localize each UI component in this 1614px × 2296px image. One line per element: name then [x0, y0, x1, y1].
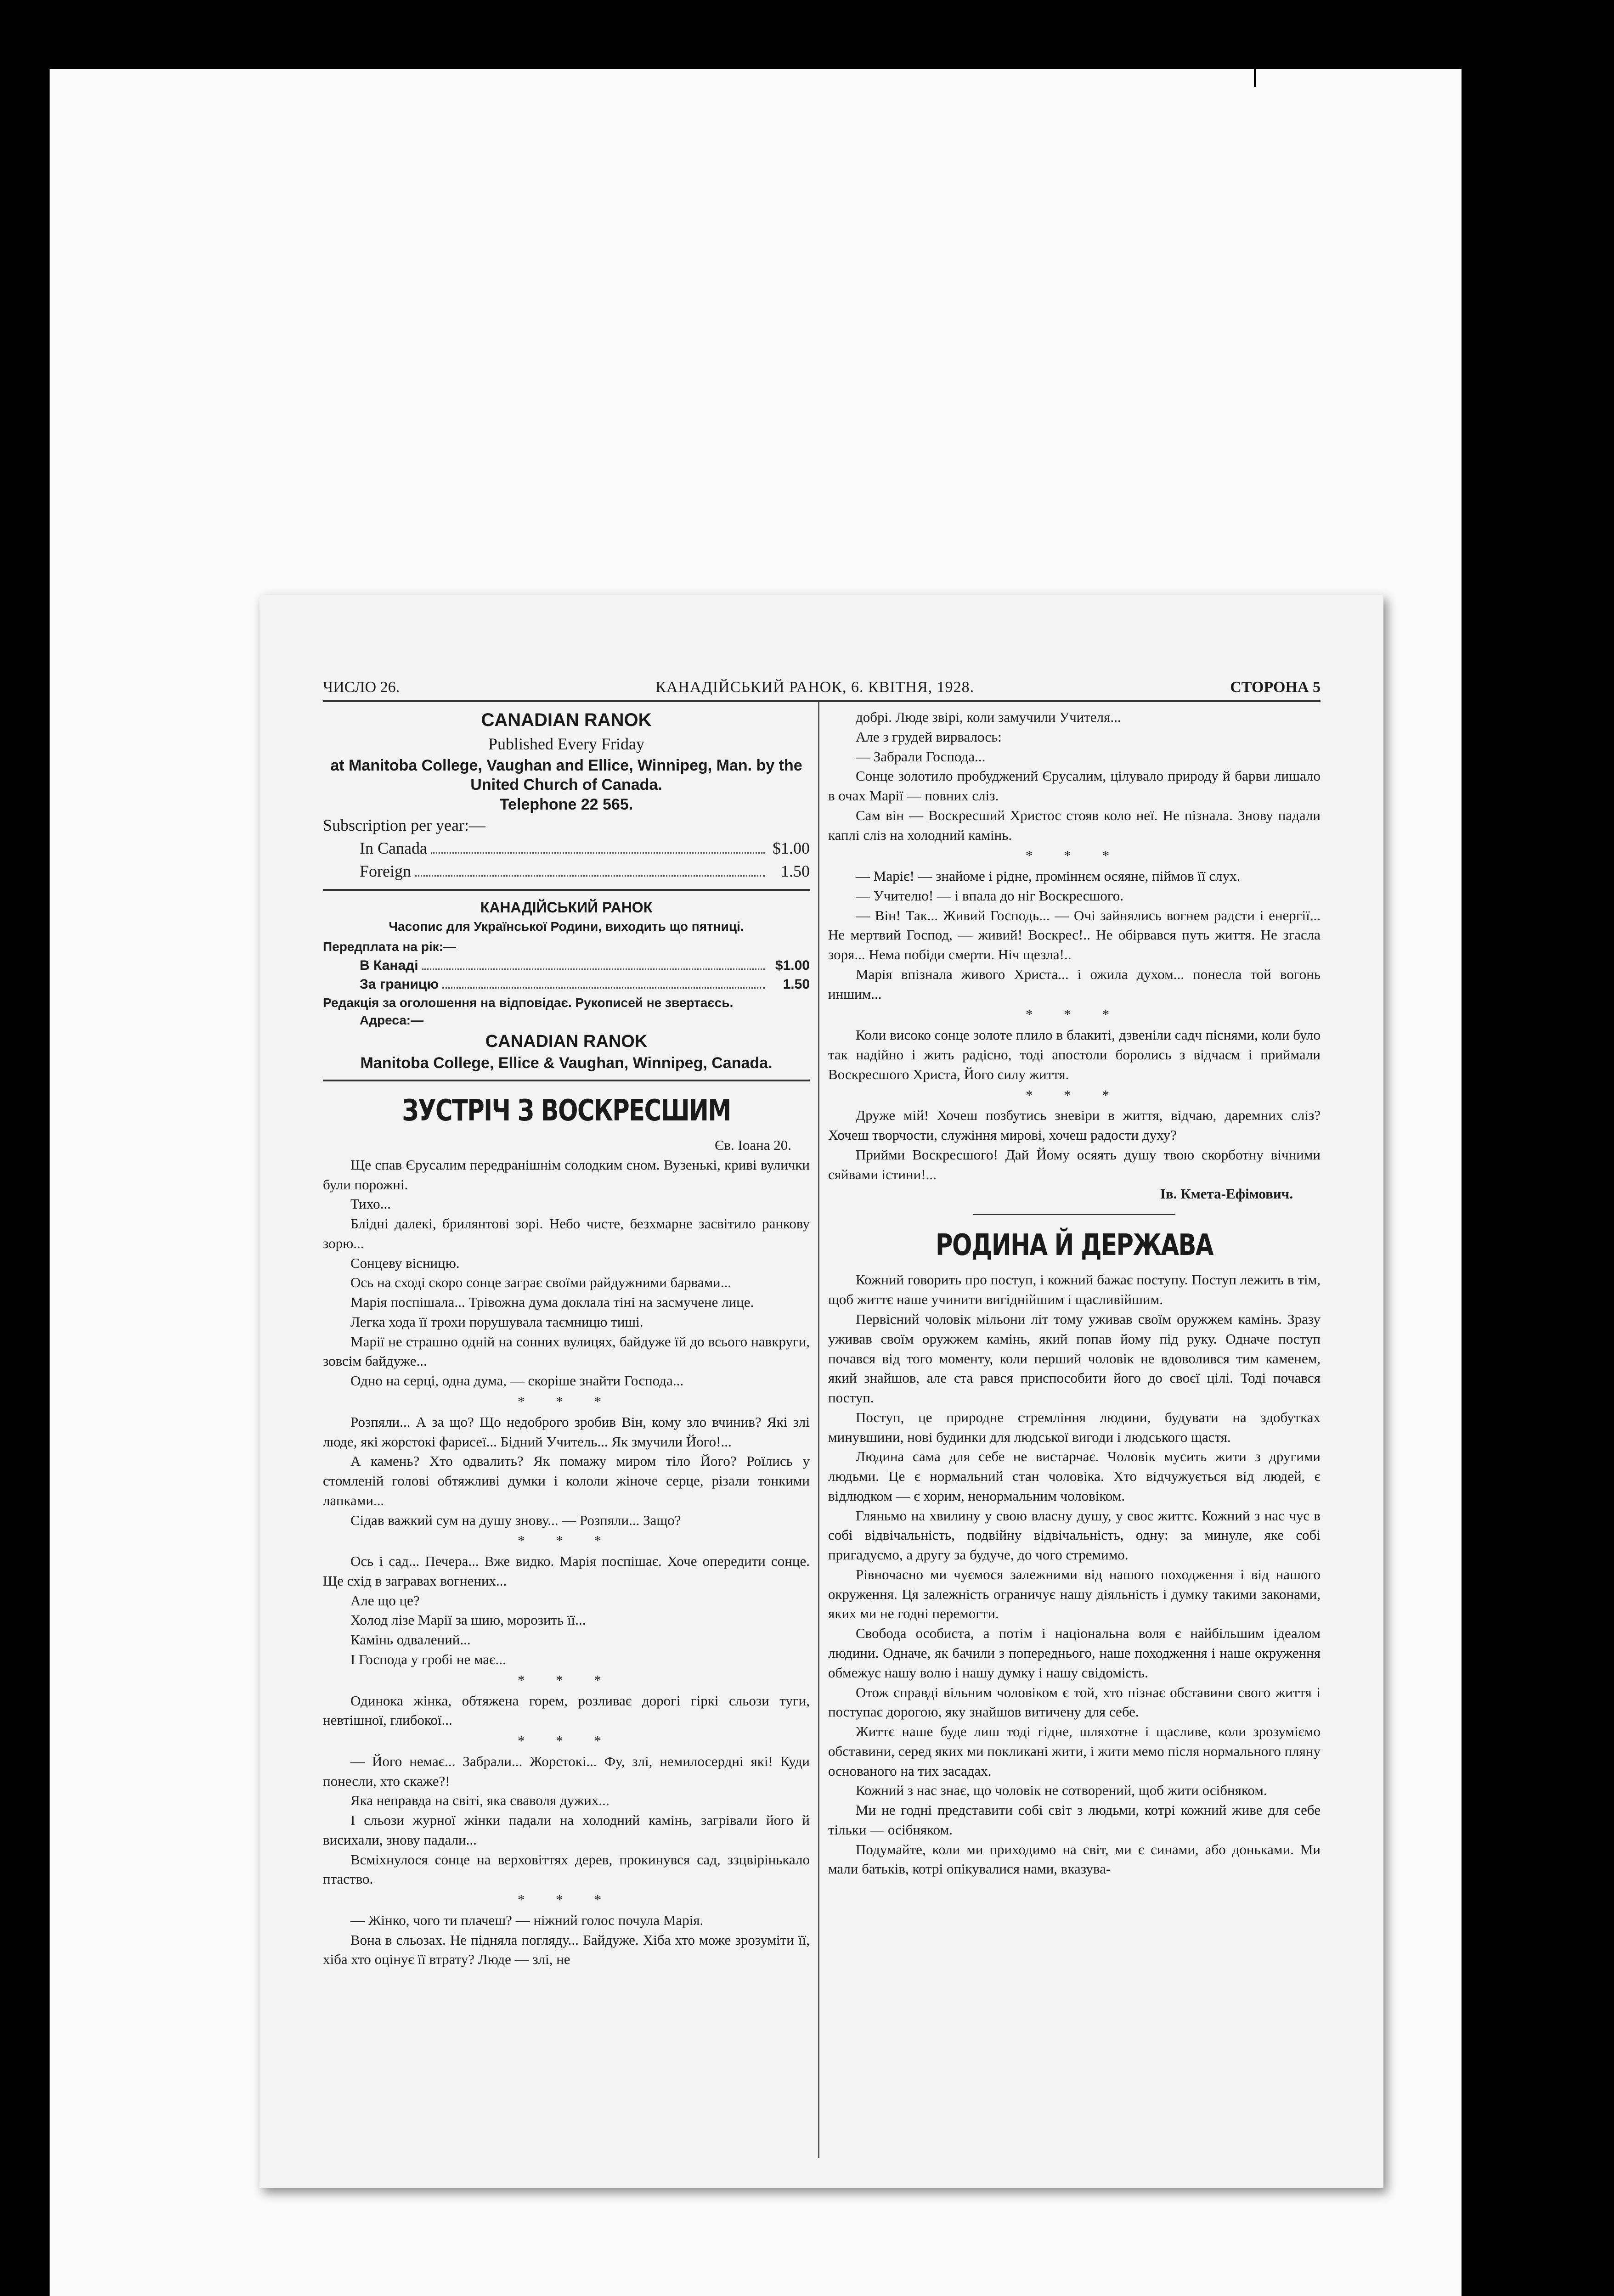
price-label: В Канаді	[360, 957, 418, 973]
price-value: $1.00	[773, 839, 810, 858]
newspaper-date: КАНАДІЙСЬКИЙ РАНОК, 6. КВІТНЯ, 1928.	[655, 679, 975, 696]
paragraph: Легка хода її трохи порушувала таємницю тиші.	[350, 1313, 643, 1330]
paragraph: Всміхнулося сонце на верховіттях дерев, прокинувся сад, ззцвірінькало птаство.	[323, 1851, 810, 1887]
paragraph: — Маріє! — знайоме і рідне, проміннєм осяяне, піймов її слух.	[856, 868, 1241, 884]
price-row	[323, 956, 810, 975]
paragraph: Первісний чоловік мільони літ тому уживав своїм оружжем камінь. Зразу уживав своїм оружжем камінь, який попав йому під руку. Одначе поступ почався від того моменту, коли перший чоловік не вдоволився тим каменем, який знайшов, але ста рався приспособити його до своєї цілі. Тоді почався поступ.	[828, 1311, 1321, 1406]
article-title: ЗУСТРІЧ З ВОСКРЕСШИМ	[402, 1093, 731, 1128]
dot-leader	[431, 852, 765, 854]
paragraph: Людина сама для себе не вистарчає. Чоловік мусить жити з другими людьми. Це є нормальний стан чоловіка. Хто відчужується від людей, є відлюдком — є хорим, ненормальним чоловіком.	[828, 1448, 1321, 1504]
paragraph: І Господа у гробі не має...	[350, 1651, 506, 1667]
paragraph: Ще спав Єрусалим передранішнім солодким сном. Вузенькі, криві вулички були порожні.	[323, 1156, 810, 1193]
paragraph: Камінь одвалений...	[350, 1632, 471, 1648]
section-break-stars: * * *	[518, 1532, 615, 1549]
paragraph: Кожний говорить про поступ, і кожний бажає поступу. Поступ лежить в тім, щоб життє наше учинити вигіднійшим і щасливійшим.	[828, 1272, 1321, 1308]
section-break-stars: * * *	[518, 1891, 615, 1908]
paragraph: Розпяли... А за що? Що недоброго зробив Він, кому зло вчинив? Які злі люде, які жорстокі фарисеї... Бідний Учитель... Як змучили Його!...	[323, 1413, 810, 1450]
paragraph: Коли високо сонце золоте плило в блакиті, дзвеніли садч піснями, коли було так надійно і жить радісно, тоді апостоли боролись з відчаєм і приймали Воскресшого Христа, Його силу життя.	[828, 1027, 1321, 1082]
paragraph: — Забрали Господа...	[856, 748, 986, 765]
dot-leader	[415, 875, 765, 877]
masthead-published: Published Every Friday	[488, 735, 644, 754]
section-break-stars: * * *	[1026, 847, 1123, 864]
masthead-title: CANADIAN RANOK	[481, 710, 652, 730]
section-break-stars: * * *	[1026, 1006, 1123, 1023]
price-row	[323, 837, 810, 860]
page-number: СТОРОНА 5	[1230, 679, 1321, 696]
paragraph: А камень? Хто одвалить? Як помажу миром тіло Його? Роїлись у стомленій голові обтяжливі думки і кололи жіноче серце, різали тонкими лапками...	[323, 1453, 810, 1508]
dot-leader	[442, 987, 765, 989]
paragraph: добрі. Люде звірі, коли замучили Учителя...	[856, 709, 1121, 725]
paragraph: Свобода особиста, а потім і національна воля є найбільшим ідеалом людини. Одначе, як бачили з попереднього, наше походження і наше окруження обмежує нашу волю і нашу думку і нашу свідомість.	[828, 1625, 1321, 1681]
masthead-english	[323, 708, 810, 883]
paragraph: Сам він — Воскресший Христос стояв коло неї. Не пізнала. Знову падали каплі сліз на холодний камінь.	[828, 807, 1321, 843]
header-rule	[323, 700, 1321, 702]
paragraph: Сідав важкий сум на душу знову... — Розпяли... Защо?	[350, 1512, 681, 1528]
paragraph: Ми не годні представити собі світ з людьми, котрі кожний живе для себе тільки — осібняком.	[828, 1802, 1321, 1838]
paragraph: Гляньмо на хвилину у свою власну душу, у своє життє. Кожний з нас чує в собі відвічальність, подвійну відвічальність, одну: за минуле, яке собі пригадуємо, а другу за будуче, до чого стремимо.	[828, 1507, 1321, 1563]
dot-leader	[422, 968, 765, 970]
paragraph: Рівночасно ми чуємося залежними від нашого походження і від нашого окруження. Ця залежність ограничує нашу діяльність і думку такими законами, яких ми не годні перемогти.	[828, 1566, 1321, 1622]
article-body	[323, 1155, 810, 1970]
article-signature: Ів. Кмета-Ефімович.	[1160, 1186, 1293, 1202]
ua-masthead-subtitle: Часопис для Української Родини, виходить що пятниці.	[389, 919, 744, 934]
paragraph: Марія поспішала... Трівожна дума доклала тіні на засмучене лице.	[350, 1294, 754, 1311]
paragraph: Життє наше буде лиш тоді гідне, шляхотне і щасливе, коли зрозуміємо обставини, серед яких ми покликані жити, і жити мемо після нормального пляну основаного на тих засадах.	[828, 1723, 1321, 1779]
price-value: 1.50	[781, 861, 810, 880]
paragraph: — Учителю! — і впала до ніг Воскресшого.	[856, 887, 1124, 904]
article-continuation	[828, 708, 1321, 1184]
paragraph: Сонце золотило пробуджений Єрусалим, цілувало природу й барви лишало в очах Марії — повних сліз.	[828, 768, 1321, 804]
article-epigraph: Єв. Іоана 20.	[714, 1137, 791, 1154]
section-break-stars: * * *	[518, 1393, 615, 1410]
paragraph: Ось на сході скоро сонце заграє своїми райдужними барвами...	[350, 1274, 732, 1291]
paragraph: Друже мій! Хочеш позбутись зневіри в життя, відчаю, даремних сліз? Хочеш творчости, служіння мирові, хочеш радости духу?	[828, 1107, 1321, 1143]
issue-number: ЧИСЛО 26.	[323, 679, 400, 696]
paragraph: Але що це?	[350, 1592, 420, 1609]
article-body	[828, 1270, 1321, 1879]
paragraph: Подумайте, коли ми приходимо на світ, ми є синами, або доньками. Ми мали батьків, котрі опікувалися нами, вказува-	[828, 1841, 1321, 1877]
paragraph: — Жінко, чого ти плачеш? — ніжний голос почула Марія.	[350, 1912, 704, 1928]
paragraph: Марія впізнала живого Христа... і ожила духом... понесла той вогонь иншим...	[828, 966, 1321, 1002]
price-label: За границю	[360, 977, 439, 992]
paragraph: І сльози журної жінки падали на холодний камінь, загрівали його й висихали, знову падали...	[323, 1812, 810, 1848]
paragraph: Поступ, це природне стремління людини, будувати на здобутках минувшини, нові будинки для людської вигоди і людського щастя.	[828, 1409, 1321, 1445]
price-label: In Canada	[360, 839, 427, 858]
section-break-stars: * * *	[518, 1733, 615, 1749]
paragraph: Отож справді вільним чоловіком є той, хто пізнає обставини свого життя і поступає дорогою, яку знайшов витичену для себе.	[828, 1684, 1321, 1720]
article-title: РОДИНА Й ДЕРЖАВА	[936, 1228, 1213, 1263]
section-break-stars: * * *	[1026, 1086, 1123, 1103]
article-separator	[973, 1214, 1175, 1215]
paragraph: Марії не страшно одній на сонних вулицях, байдуже їй до всього навкруги, зовсім байдуже...	[323, 1333, 810, 1369]
paragraph: Ось і сад... Печера... Вже видко. Марія поспішає. Хоче опередити сонце. Ще схід в загравах вогнених...	[323, 1553, 810, 1589]
price-label: Foreign	[360, 861, 411, 880]
ua-address-label: Адреса:—	[360, 1013, 424, 1028]
left-column	[323, 708, 810, 1970]
ua-notice: Редакція за оголошення на відповідає. Рукописей не звертаєсь.	[323, 995, 734, 1010]
column-divider	[818, 702, 819, 2158]
ua-address-line: Manitoba College, Ellice & Vaughan, Winnipeg, Canada.	[360, 1054, 773, 1072]
ua-subscription-label: Передплата на рік:—	[323, 940, 456, 954]
masthead-address: at Manitoba College, Vaughan and Ellice, Winnipeg, Man. by the United Church of Canada.	[330, 756, 802, 794]
price-value: 1.50	[783, 977, 810, 992]
page-header	[323, 677, 1321, 698]
film-scratch	[1254, 69, 1256, 87]
paragraph: Одинока жінка, обтяжена горем, розливає дорогі гіркі сльози туги, невтішної, глибокої...	[323, 1692, 810, 1728]
price-value: $1.00	[775, 957, 810, 973]
masthead-ukrainian	[323, 897, 810, 1073]
paragraph: Вона в сльозах. Не підняла погляду... Байдуже. Хіба хто може зрозуміти її, хіба хто оцінує її втрату? Люде — злі, не	[323, 1931, 810, 1968]
paragraph: — Його немає... Забрали... Жорстокі... Фу, злі, немилосердні які! Куди понесли, хто скаже?!	[323, 1753, 810, 1789]
paragraph: Одно на серці, одна дума, — скоріше знайти Господа...	[350, 1373, 684, 1389]
paragraph: Сонцеву вісницю.	[350, 1255, 460, 1271]
section-rule	[323, 1080, 810, 1081]
paragraph: Бліднi далекі, брилянтові зорі. Небо чисте, безхмарне засвітило ранкову зорю...	[323, 1216, 810, 1251]
paragraph: Прийми Воскресшого! Дай Йому осяять душу твою скорботну вічними сяйвами істини!...	[828, 1146, 1321, 1182]
paragraph: Яка неправда на світі, яка сваволя дужих...	[350, 1792, 609, 1809]
subscription-label: Subscription per year:—	[323, 816, 485, 835]
price-row	[323, 975, 810, 994]
price-row	[323, 860, 810, 883]
paragraph: Але з грудей вирвалось:	[856, 728, 1002, 745]
paragraph: Тихо...	[350, 1196, 391, 1212]
newspaper-page	[260, 595, 1383, 2188]
ua-address-title: CANADIAN RANOK	[485, 1031, 648, 1051]
section-rule	[323, 889, 810, 891]
paragraph: — Він! Так... Живий Господь... — Очі зайнялись вогнем радсти і енергії... Не мертвий Господ, — живий! Воскрес!.. Не обірвався путь життя. Не згасла зоря... Нема побіди смерти. Ніч щезла!..	[828, 907, 1321, 963]
right-column	[828, 708, 1321, 1879]
section-break-stars: * * *	[518, 1671, 615, 1688]
paragraph: Холод лізе Марії за шию, морозить її...	[350, 1612, 586, 1628]
paragraph: Кожний з нас знає, що чоловік не сотворений, щоб жити осібняком.	[856, 1782, 1267, 1799]
ua-masthead-title: КАНАДІЙСЬКИЙ РАНОК	[480, 899, 653, 916]
masthead-telephone: Telephone 22 565.	[499, 795, 633, 813]
